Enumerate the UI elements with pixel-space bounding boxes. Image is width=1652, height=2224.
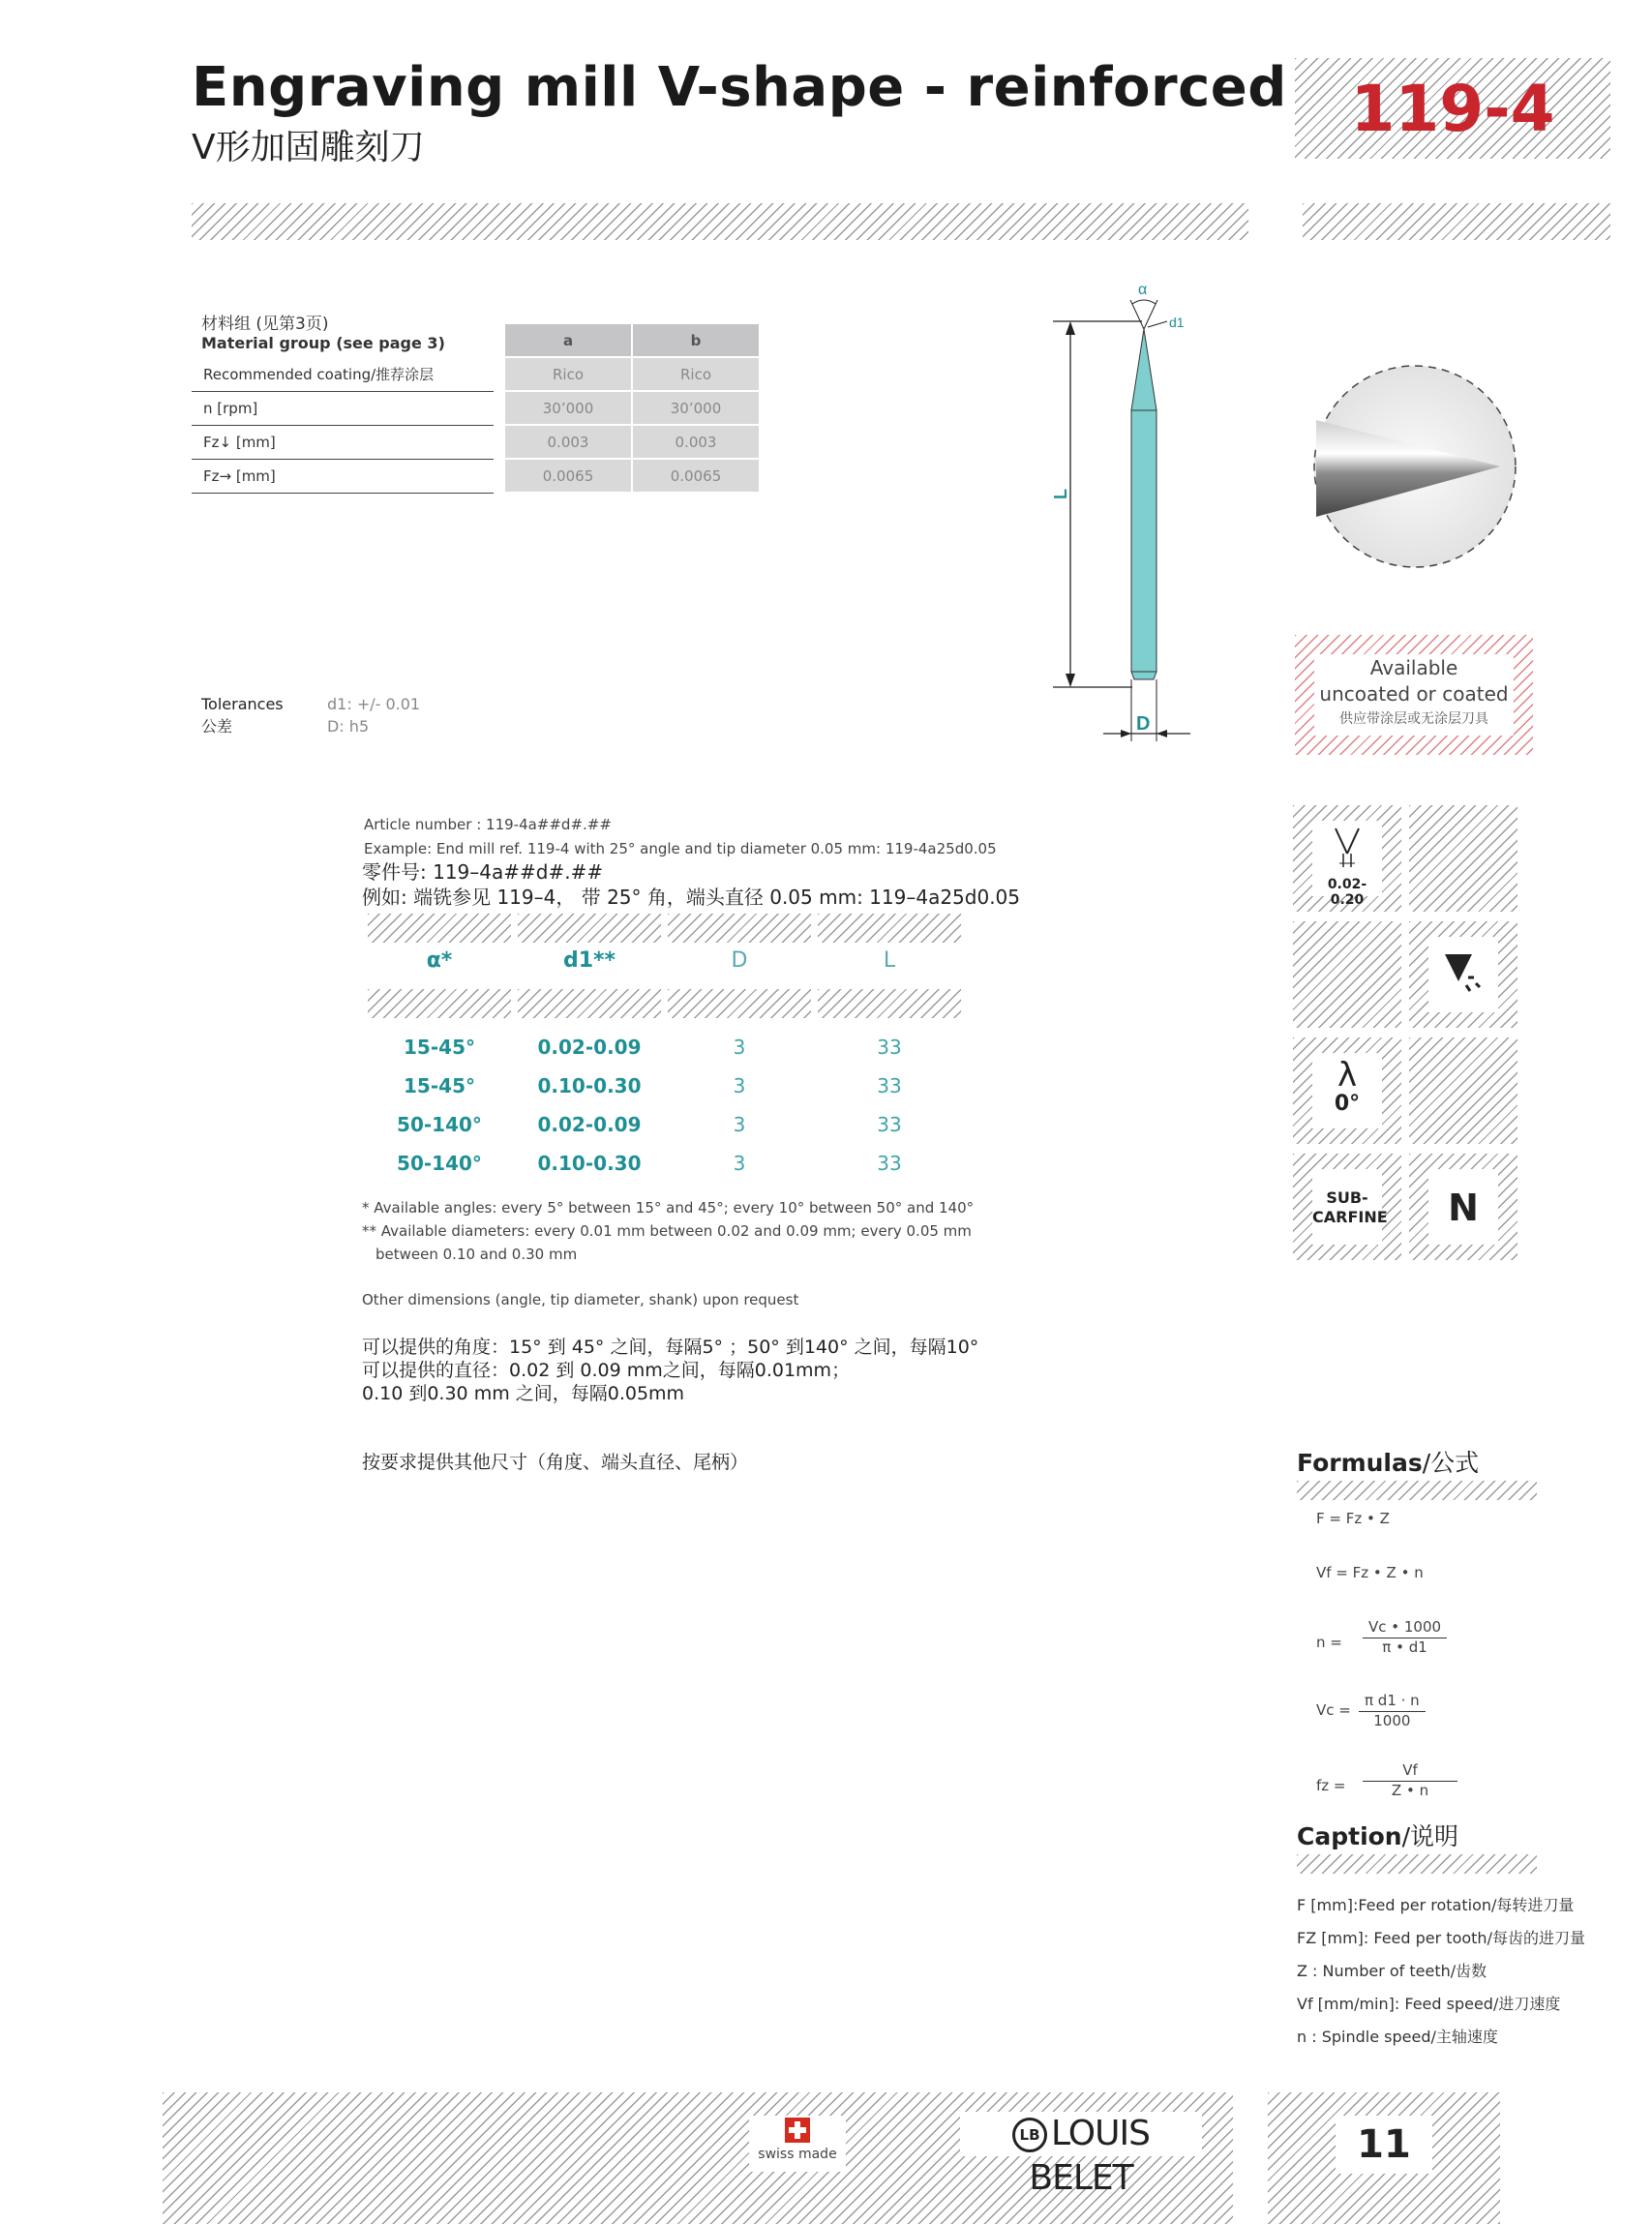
product-code-box: [1295, 58, 1610, 159]
row-label: Fz→ [mm]: [192, 459, 494, 493]
icon-cell-empty: [1409, 1037, 1517, 1144]
tolerances-label: [201, 693, 284, 737]
caption-list: [1297, 1889, 1585, 2054]
tool-diagram: [1036, 279, 1210, 743]
cell-L: 33: [877, 1152, 902, 1175]
formula-n-num: Vc • 1000: [1363, 1618, 1447, 1638]
article-number-block: [364, 813, 997, 861]
other-dimensions-note: Other dimensions (angle, tip diameter, shank) upon request: [362, 1291, 799, 1308]
page-subtitle-cn: V形加固雕刻刀: [192, 128, 425, 167]
table-row: [192, 357, 759, 391]
table-hatch: [668, 989, 811, 1018]
row-label: Recommended coating/推荐涂层: [192, 357, 494, 391]
page-number: 11: [1336, 2116, 1432, 2174]
tool-tip-photo: [1310, 362, 1519, 571]
note-diameters-cont: between 0.10 and 0.30 mm: [375, 1246, 578, 1263]
availability-notes-cn: [362, 1336, 978, 1405]
formula-vc-den: 1000: [1373, 1712, 1411, 1729]
formulas-heading-cn: /公式: [1422, 1449, 1480, 1477]
availability-box: [1295, 635, 1533, 755]
table-hatch: [368, 989, 511, 1018]
row-label: Fz↓ [mm]: [192, 425, 494, 459]
table-hatch: [518, 914, 661, 943]
cell-alpha: 50-140°: [397, 1113, 482, 1136]
caption-heading-cn: /说明: [1401, 1822, 1459, 1850]
table-row: [192, 391, 759, 425]
other-dimensions-note-cn: 按要求提供其他尺寸（角度、端头直径、尾柄）: [362, 1452, 749, 1473]
tolerances-values: [327, 693, 420, 737]
swiss-made-mark: [749, 2116, 846, 2172]
cutting-parameters-table: [192, 324, 759, 494]
note-angles: * Available angles: every 5° between 15° and 45°; every 10° between 50° and 140°: [362, 1199, 975, 1217]
tolerances-label-cn: 公差: [201, 717, 233, 736]
header-divider-left: [192, 203, 1248, 240]
material-group-label-en: Material group (see page 3): [201, 334, 445, 352]
cell-value: 30’000: [504, 391, 632, 425]
formula-f: F = Fz • Z: [1316, 1510, 1390, 1527]
availability-line1: Available: [1369, 656, 1458, 679]
icon-cell-empty: [1409, 805, 1517, 912]
availability-line3-cn: 供应带涂层或无涂层刀具: [1339, 711, 1488, 727]
formula-fz-fraction: [1363, 1761, 1457, 1799]
tolerance-d1: d1: +/- 0.01: [327, 695, 421, 713]
col-header-alpha: α*: [426, 948, 453, 973]
formula-vc-num: π d1 · n: [1359, 1692, 1426, 1712]
formula-n-lhs: n =: [1316, 1634, 1342, 1651]
cell-D: 3: [733, 1036, 746, 1059]
row-label: n [rpm]: [192, 391, 494, 425]
cell-value: Rico: [504, 357, 632, 391]
material-label-line2: CARFINE: [1312, 1208, 1388, 1226]
cell-d1: 0.10-0.30: [537, 1152, 642, 1175]
helix-angle-value: 0°: [1334, 1092, 1361, 1116]
diagram-D-label: D: [1136, 713, 1151, 735]
caption-item: FZ [mm]: Feed per tooth/每齿的进刀量: [1297, 1929, 1585, 1947]
formulas-divider: [1297, 1481, 1537, 1500]
availability-notes: [362, 1196, 974, 1266]
table-header-row: [192, 324, 759, 357]
formula-n-fraction: [1363, 1618, 1447, 1656]
formulas-heading-en: Formulas: [1297, 1449, 1423, 1477]
lambda-icon: λ: [1337, 1056, 1358, 1095]
cell-D: 3: [733, 1152, 746, 1175]
cell-d1: 0.10-0.30: [537, 1074, 642, 1097]
n-label-icon: N: [1448, 1187, 1479, 1229]
cell-L: 33: [877, 1113, 902, 1136]
article-example: Example: End mill ref. 119-4 with 25° angle and tip diameter 0.05 mm: 119-4a25d0.05: [364, 840, 997, 857]
diagram-L-label: L: [1051, 489, 1070, 499]
formula-fz-num: Vf: [1363, 1761, 1457, 1782]
table-hatch: [818, 914, 961, 943]
table-row: [192, 459, 759, 493]
article-number-block-cn: [362, 859, 1020, 910]
engraving-tip-icon: [1439, 948, 1487, 997]
cell-alpha: 15-45°: [404, 1074, 475, 1097]
page-title: Engraving mill V-shape - reinforced: [192, 56, 1287, 119]
icon-cell-empty: [1293, 921, 1401, 1028]
cell-value: 0.003: [632, 425, 759, 459]
col-header-a: a: [504, 324, 632, 357]
formula-vf: Vf = Fz • Z • n: [1316, 1564, 1424, 1581]
caption-heading-en: Caption: [1297, 1822, 1402, 1850]
col-header-d1: d1**: [562, 948, 616, 973]
product-code: 119-4: [1350, 72, 1555, 146]
article-example-cn: 例如: 端铣参见 119–4， 带 25° 角，端头直径 0.05 mm: 119–4a25d0.05: [362, 886, 1021, 909]
cell-d1: 0.02-0.09: [537, 1036, 642, 1059]
cell-d1: 0.02-0.09: [537, 1113, 642, 1136]
cell-value: 30’000: [632, 391, 759, 425]
cell-L: 33: [877, 1074, 902, 1097]
caption-item: Vf [mm/min]: Feed speed/进刀速度: [1297, 1995, 1561, 2013]
col-header-b: b: [632, 324, 759, 357]
cell-value: Rico: [632, 357, 759, 391]
table-row: [192, 425, 759, 459]
tip-range-label: 0.02-0.20: [1327, 877, 1367, 908]
cell-alpha: 15-45°: [404, 1036, 475, 1059]
tolerance-D: D: h5: [327, 717, 370, 736]
swiss-cross-icon: [785, 2118, 810, 2143]
formula-vc-fraction: [1359, 1692, 1426, 1729]
cell-D: 3: [733, 1074, 746, 1097]
diagram-alpha-label: α: [1138, 282, 1148, 298]
brand-monogram-icon: LB: [1012, 2118, 1047, 2152]
availability-line2: uncoated or coated: [1319, 682, 1509, 706]
col-header-D: D: [731, 948, 748, 973]
icon-cell: [1293, 1037, 1401, 1144]
brand-name: LOUIS BELET: [1029, 2114, 1150, 2198]
cell-D: 3: [733, 1113, 746, 1136]
note-diameters-cont-cn: 0.10 到0.30 mm 之间，每隔0.05mm: [362, 1383, 685, 1404]
note-diameters: ** Available diameters: every 0.01 mm between 0.02 and 0.09 mm; every 0.05 mm: [362, 1222, 972, 1240]
note-angles-cn: 可以提供的角度：15° 到 45° 之间，每隔5° ；50° 到140° 之间，每隔10°: [362, 1337, 979, 1358]
formulas-heading: [1297, 1444, 1479, 1479]
cell-L: 33: [877, 1036, 902, 1059]
header-divider-right: [1303, 203, 1610, 240]
col-header-L: L: [883, 948, 896, 973]
cell-value: 0.003: [504, 425, 632, 459]
cell-value: 0.0065: [504, 459, 632, 493]
caption-item: Z : Number of teeth/齿数: [1297, 1962, 1487, 1980]
material-label-line1: SUB-: [1326, 1188, 1368, 1207]
note-diameters-cn: 可以提供的直径：0.02 到 0.09 mm之间，每隔0.01mm；: [362, 1360, 851, 1381]
table-hatch: [818, 989, 961, 1018]
cell-value: 0.0065: [632, 459, 759, 493]
caption-item: n : Spindle speed/主轴速度: [1297, 2028, 1498, 2046]
table-hatch: [518, 989, 661, 1018]
formula-n-den: π • d1: [1382, 1638, 1427, 1656]
table-hatch: [368, 914, 511, 943]
icon-cell: [1409, 1154, 1517, 1260]
formula-fz-lhs: fz =: [1316, 1777, 1346, 1794]
brand-logo: [960, 2112, 1202, 2198]
diagram-d1-label: d1: [1169, 315, 1185, 330]
caption-item: F [mm]:Feed per rotation/每转进刀量: [1297, 1896, 1575, 1914]
v-tip-icon: [1328, 825, 1367, 873]
icon-cell: [1409, 921, 1517, 1028]
cell-alpha: 50-140°: [397, 1152, 482, 1175]
table-hatch: [668, 914, 811, 943]
article-number-cn: 零件号: 119–4a##d#.##: [362, 860, 604, 884]
icon-cell: [1293, 1154, 1401, 1260]
icon-cell: [1293, 805, 1401, 912]
article-number: Article number : 119-4a##d#.##: [364, 816, 612, 833]
material-group-label-cn: 材料组 (见第3页): [201, 315, 329, 334]
caption-divider: [1297, 1854, 1537, 1874]
tolerances-label-en: Tolerances: [201, 695, 284, 713]
formula-vc-lhs: Vc =: [1316, 1701, 1351, 1719]
swiss-made-label: swiss made: [758, 2147, 837, 2162]
caption-heading: [1297, 1818, 1458, 1852]
formula-fz-den: Z • n: [1391, 1782, 1429, 1799]
